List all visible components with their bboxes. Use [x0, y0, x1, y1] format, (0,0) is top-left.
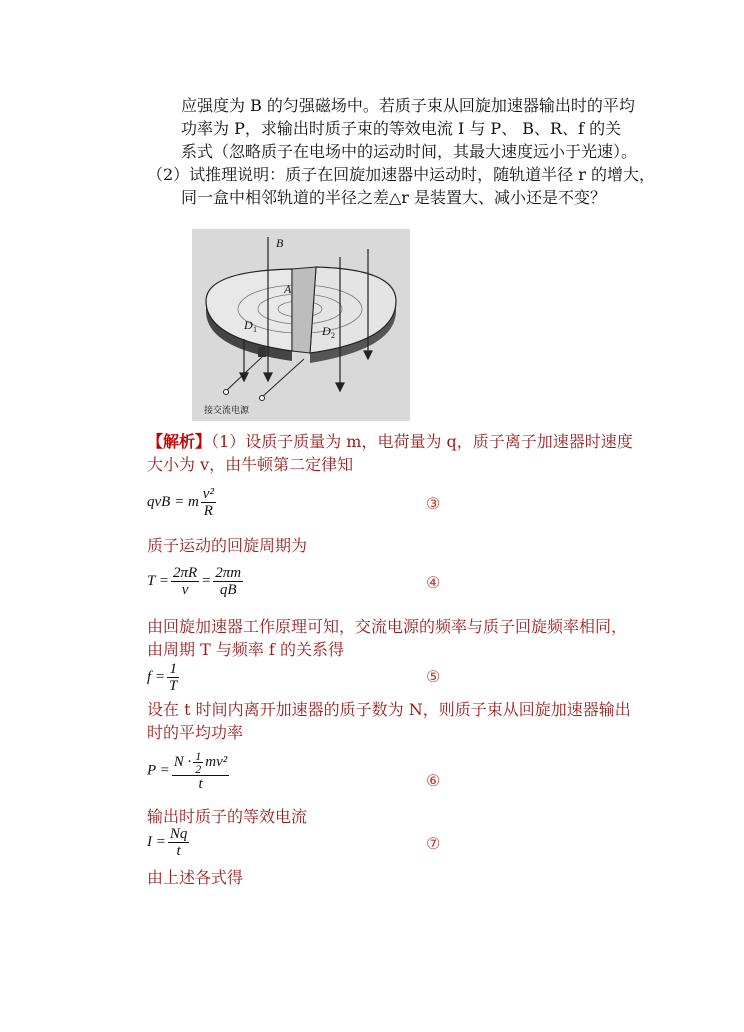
text-current: 输出时质子的等效电流 — [147, 807, 308, 826]
equation-3: qvB = m $\frac{\text{v²}}{R}$ — [147, 486, 214, 519]
question-line-3: 系式（忽略质子在电场中的运动时间，其最大速度远小于光速）。 — [181, 142, 638, 161]
text-period: 质子运动的回旋周期为 — [147, 536, 308, 555]
text-final: 由上述各式得 — [147, 868, 244, 887]
solution-intro-rest: （1）设质子质量为 m，电荷量为 q，质子离子加速器时速度 — [211, 432, 633, 451]
equation-7-marker: ⑦ — [426, 834, 441, 853]
d1-label-sub: 1 — [253, 325, 257, 334]
equation-6-marker: ⑥ — [426, 771, 441, 790]
text-power-1: 设在 t 时间内离开加速器的质子数为 N，则质子束从回旋加速器输出 — [147, 700, 631, 719]
equation-4-marker: ④ — [426, 573, 441, 592]
question-line-1: 应强度为 B 的匀强磁场中。若质子束从回旋加速器输出时的平均 — [181, 96, 635, 115]
equation-4: T = $\frac{2\pi R}{v}$ = $\frac{2\pi m}{qB}$ — [147, 565, 242, 598]
point-label-a: A — [284, 282, 292, 296]
equation-7: I = $\frac{Nq}{t}$ — [147, 826, 188, 859]
text-power-2: 时的平均功率 — [147, 723, 244, 742]
solution-tag: 【解析】 — [147, 432, 212, 451]
d2-label: D — [322, 324, 331, 338]
question-line-5: 同一盒中相邻轨道的半径之差△r 是装置大、减小还是不变？ — [181, 188, 607, 207]
d1-top — [206, 269, 292, 351]
ac-source-label: 接交流电源 — [204, 406, 250, 416]
solution-intro — [147, 431, 633, 453]
question-line-2: 功率为 P，求输出时质子束的等效电流 I 与 P、 B、R、f 的关 — [181, 119, 622, 138]
equation-3-marker: ③ — [426, 494, 441, 513]
d2-top — [310, 267, 396, 353]
field-label-b: B — [276, 236, 284, 250]
d1-label: D — [244, 318, 253, 332]
text-freq-1: 由回旋加速器工作原理可知，交流电源的频率与质子回旋频率相同， — [147, 617, 628, 636]
equation-5-marker: ⑤ — [426, 667, 441, 686]
d2-label-sub: 2 — [331, 331, 335, 340]
solution-intro-line2: 大小为 v，由牛顿第二定律知 — [147, 455, 354, 474]
equation-5: f = $\frac{1}{T}$ — [147, 661, 178, 694]
text-freq-2: 由周期 T 与频率 f 的关系得 — [147, 640, 344, 659]
question-line-4: （2）试推理说明：质子在回旋加速器中运动时，随轨道半径 r 的增大， — [147, 165, 656, 184]
equation-6: P = N · $\frac{1}{2}$ mv² t — [147, 749, 228, 792]
cyclotron-figure — [192, 229, 410, 421]
